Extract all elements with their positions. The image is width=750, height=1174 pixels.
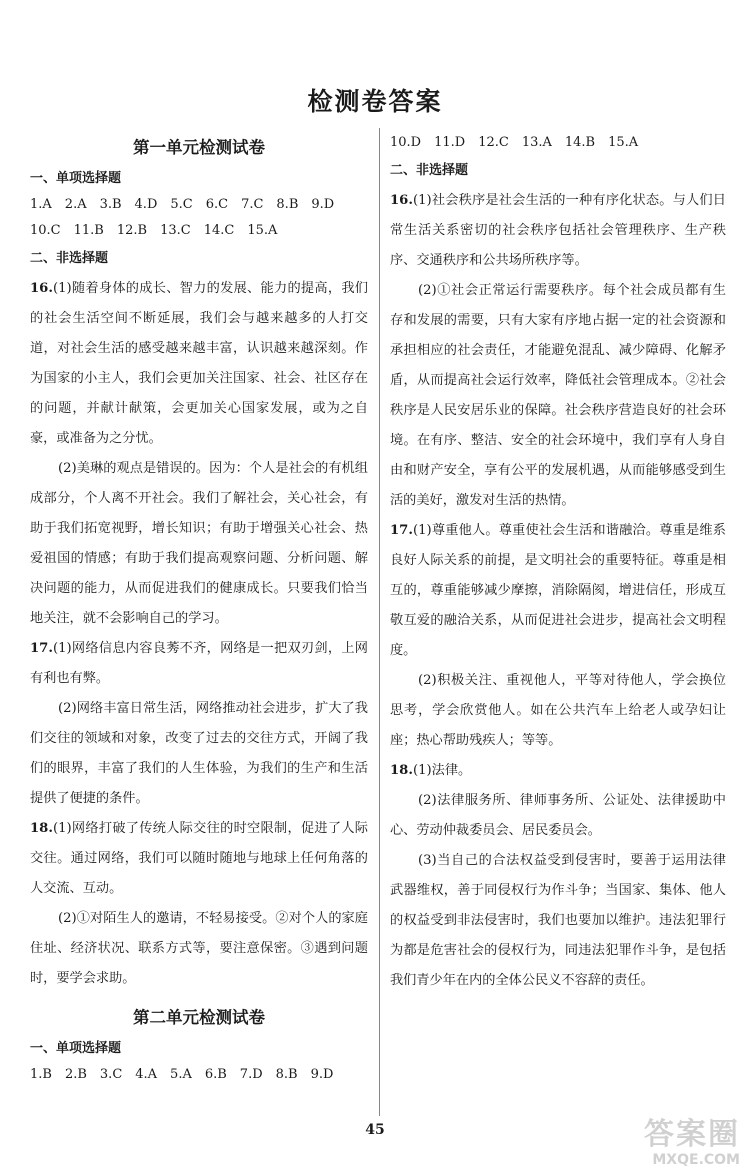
question-number: 18. bbox=[30, 821, 53, 836]
column-divider bbox=[379, 128, 380, 1116]
answer-paragraph bbox=[30, 634, 368, 694]
answer-text: (1)网络打破了传统人际交往的时空限制，促进了人际交往。通过网络，我们可以随时随地与地球上任何角落的人交流、互动。 bbox=[30, 821, 368, 896]
watermark-url: MXQE.COM bbox=[652, 1152, 740, 1168]
mcq-answers-row: 1.A 2.A 3.B 4.D 5.C 6.C 7.C 8.B 9.D bbox=[30, 197, 335, 212]
answer-text: (1)随着身体的成长、智力的发展、能力的提高，我们的社会生活空间不断延展，我们会与越来越多的人打交道，对社会生活的感受越来越丰富，认识越来越深刻。作为国家的小主人，我们会更加关注国家、社会、社区存在的问题，并献计献策，会更加关心国家发展，或为之自豪，或准备为之分忧。 bbox=[30, 281, 368, 446]
mcq-heading: 一、单项选择题 bbox=[30, 1041, 122, 1056]
unit2-title: 第二单元检测试卷 bbox=[133, 1008, 265, 1027]
answer-paragraph: (2)积极关注、重视他人，平等对待他人，学会换位思考，学会欣赏他人。如在公共汽车上给老人或孕妇让座；热心帮助残疾人；等等。 bbox=[390, 673, 726, 748]
question-number: 18. bbox=[390, 763, 413, 778]
mcq-answers-row: 10.C 11.B 12.B 13.C 14.C 15.A bbox=[30, 223, 278, 238]
answer-paragraph: (3)当自己的合法权益受到侵害时，要善于运用法律武器维权，善于同侵权行为作斗争；当国家、集体、他人的权益受到非法侵害时，我们也要加以维护。违法犯罪行为都是危害社会的侵权行为，同违法犯罪作斗争，是包括我们青少年在内的全体公民义不容辞的责任。 bbox=[390, 853, 726, 988]
answer-paragraph: (2)美琳的观点是错误的。因为：个人是社会的有机组成部分，个人离不开社会。我们了解社会，关心社会，有助于我们拓宽视野，增长知识；有助于增强关心社会、热爱祖国的情感；有助于我们提高观察问题、分析问题、解决问题的能力，从而促进我们的健康成长。只要我们恰当地关注，就不会影响自己的学习。 bbox=[30, 461, 368, 626]
question-number: 16. bbox=[30, 281, 53, 296]
answer-paragraph: (2)①社会正常运行需要秩序。每个社会成员都有生存和发展的需要，只有大家有序地占据一定的社会资源和承担相应的社会责任，才能避免混乱、减少障碍、化解矛盾，从而提高社会运行效率，降低社会管理成本。②社会秩序是人民安居乐业的保障。社会秩序营造良好的社会环境。在有序、整洁、安全的社会环境中，我们享有人身自由和财产安全，享有公平的发展机遇，从而能够感受到生活的美好，激发对生活的热情。 bbox=[390, 283, 726, 508]
watermark bbox=[644, 1118, 740, 1168]
watermark-text: 答案圈 bbox=[644, 1117, 740, 1152]
answer-text: (1)社会秩序是社会生活的一种有序化状态。与人们日常生活关系密切的社会秩序包括社会管理秩序、生产秩序、交通秩序和公共场所秩序等。 bbox=[390, 193, 726, 268]
answer-text: (1)网络信息内容良莠不齐，网络是一把双刃剑，上网有利也有弊。 bbox=[30, 641, 368, 686]
answer-text: (1)法律。 bbox=[412, 763, 472, 778]
left-column bbox=[30, 128, 368, 1090]
answer-paragraph bbox=[30, 814, 368, 904]
right-column bbox=[390, 128, 726, 996]
answer-paragraph: (2)法律服务所、律师事务所、公证处、法律援助中心、劳动仲裁委员会、居民委员会。 bbox=[390, 793, 726, 838]
answer-paragraph bbox=[390, 186, 726, 276]
answer-text: (1)尊重他人。尊重使社会生活和谐融洽。尊重是维系良好人际关系的前提，是文明社会的重要特征。尊重是相互的，尊重能够减少摩擦，消除隔阂，增进信任，形成互敬互爱的融洽关系，从而促进社会进步，提高社会文明程度。 bbox=[390, 523, 726, 658]
page-number: 45 bbox=[365, 1122, 385, 1138]
answer-paragraph bbox=[390, 516, 726, 666]
non-mcq-heading: 二、非选择题 bbox=[390, 163, 469, 178]
answer-paragraph: (2)网络丰富日常生活，网络推动社会进步，扩大了我们交往的领域和对象，改变了过去的交往方式，开阔了我们的眼界，丰富了我们的人生体验，为我们的生产和生活提供了便捷的条件。 bbox=[30, 701, 368, 806]
page-title: 检测卷答案 bbox=[307, 87, 443, 116]
question-number: 16. bbox=[390, 193, 413, 208]
unit1-title: 第一单元检测试卷 bbox=[133, 138, 265, 157]
answer-paragraph bbox=[390, 756, 726, 786]
non-mcq-heading: 二、非选择题 bbox=[30, 251, 109, 266]
mcq-answers-row: 10.D 11.D 12.C 13.A 14.B 15.A bbox=[390, 135, 639, 150]
question-number: 17. bbox=[390, 523, 413, 538]
mcq-answers-row: 1.B 2.B 3.C 4.A 5.A 6.B 7.D 8.B 9.D bbox=[30, 1067, 334, 1082]
question-number: 17. bbox=[30, 641, 53, 656]
mcq-heading: 一、单项选择题 bbox=[30, 171, 122, 186]
answer-paragraph bbox=[30, 274, 368, 454]
answer-paragraph: (2)①对陌生人的邀请，不轻易接受。②对个人的家庭住址、经济状况、联系方式等，要注意保密。③遇到问题时，要学会求助。 bbox=[30, 911, 368, 986]
